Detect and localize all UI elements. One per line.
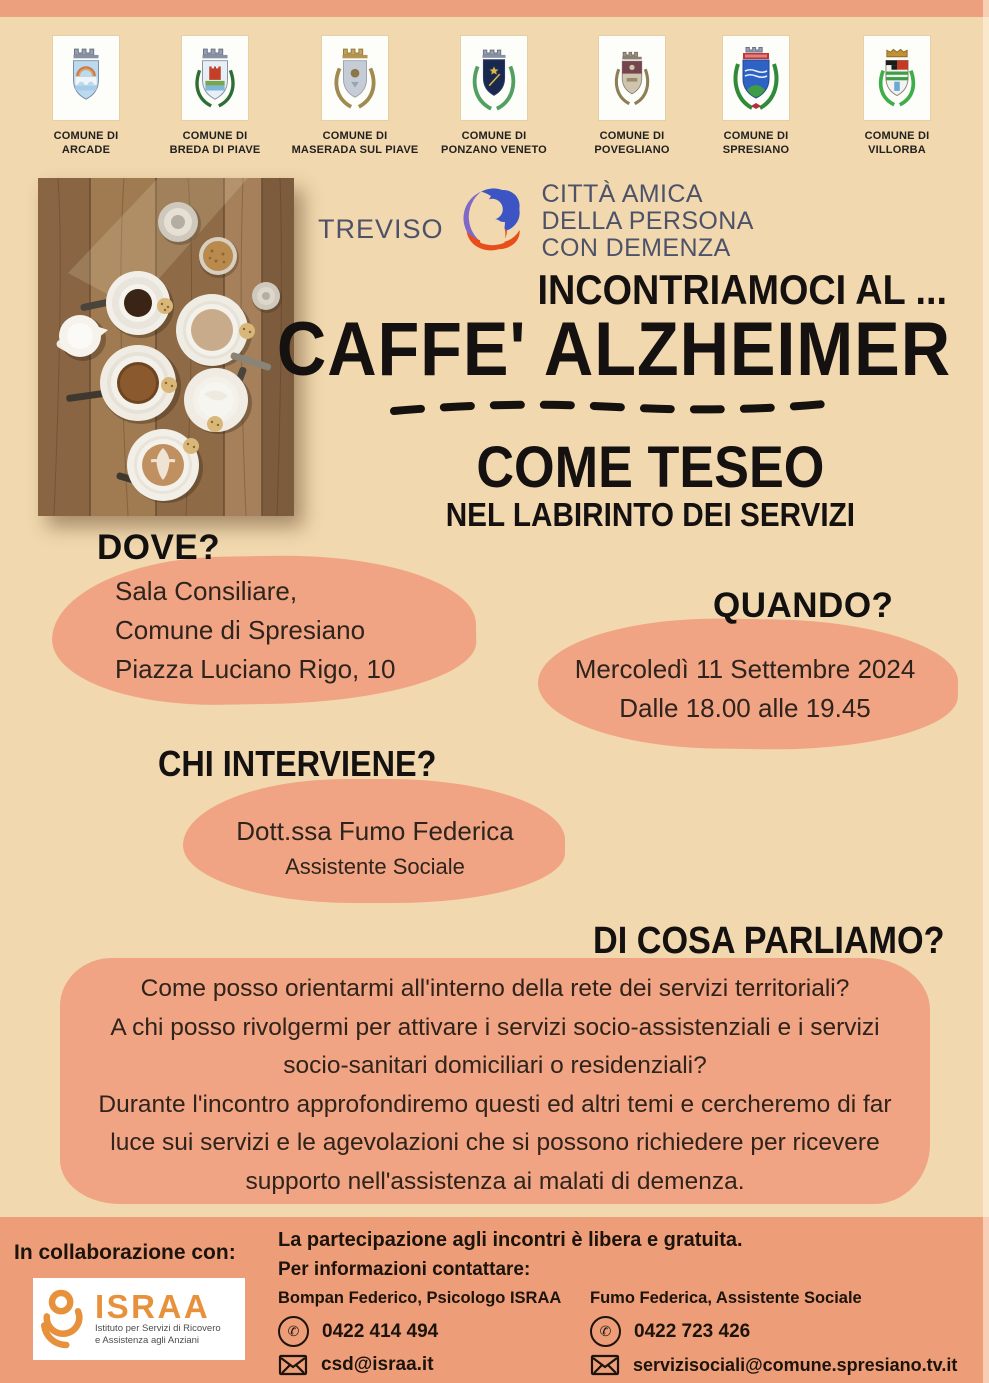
- breda-crest-frame: [182, 36, 248, 120]
- when-line2: Dalle 18.00 alle 19.45: [619, 693, 871, 723]
- villorba-crest-icon: [873, 45, 921, 111]
- municipality-ponzano: [419, 36, 569, 157]
- theme-heading-line1: [400, 434, 900, 501]
- treviso-dementia-friendly-logo-icon: [454, 182, 534, 262]
- contact-email-row: [590, 1353, 958, 1377]
- israa-logo: [33, 1278, 245, 1360]
- municipality-label-line1: COMUNE DI: [53, 130, 119, 142]
- contact-phone-row: [590, 1316, 950, 1347]
- municipality-label-line1: COMUNE DI: [723, 130, 789, 142]
- municipality-maserada: [280, 36, 430, 157]
- municipality-spresiano: [681, 36, 831, 157]
- where-heading: DOVE?: [97, 528, 221, 567]
- municipality-label: [280, 129, 430, 157]
- povegliano-crest-frame: [599, 36, 665, 120]
- right-edge-artifact: [983, 0, 989, 1383]
- when-line1: Mercoledì 11 Settembre 2024: [574, 654, 916, 684]
- municipality-label-line2: POVEGLIANO: [594, 144, 670, 156]
- breda-crest-icon: [190, 44, 240, 112]
- email-icon: [278, 1353, 308, 1377]
- municipality-label-line1: COMUNE DI: [864, 130, 930, 142]
- theme-line2-text: NEL LABIRINTO DEI SERVIZI: [445, 496, 855, 533]
- spresiano-crest-frame: [723, 36, 789, 120]
- hand-drawn-dashed-divider: [386, 396, 831, 420]
- contact-email: csd@israa.it: [321, 1354, 434, 1375]
- municipality-label: [11, 129, 161, 157]
- municipality-label: [822, 129, 972, 157]
- where-details: [115, 572, 395, 689]
- ponzano-crest-icon: [469, 44, 519, 112]
- participation-notice: La partecipazione agli incontri è libera e gratuita.: [278, 1229, 743, 1251]
- where-line1: Sala Consiliare,: [115, 576, 298, 606]
- israa-subtitle-line2: e Assistenza agli Anziani: [95, 1334, 200, 1346]
- topics-paragraph-1: Come posso orientarmi all'interno della rete dei servizi territoriali?: [140, 975, 850, 1002]
- spresiano-crest-icon: [730, 43, 782, 113]
- municipality-label: [419, 129, 569, 157]
- speaker-role: Assistente Sociale: [285, 854, 465, 879]
- who-heading-text: CHI INTERVIENE?: [158, 743, 437, 784]
- main-title: [202, 306, 951, 393]
- maserada-crest-icon: [330, 44, 380, 112]
- municipality-label: [681, 129, 831, 157]
- top-accent-strip: [0, 0, 989, 17]
- topics-paragraph-2: A chi posso rivolgermi per attivare i servizi socio-assistenziali e i servizi socio-sanitari domiciliari o residenziali?: [110, 1013, 880, 1079]
- theme-line1-text: COME TESEO: [475, 435, 825, 500]
- israa-subtitle-line1: Istituto per Servizi di Ricovero: [95, 1323, 221, 1334]
- municipality-label-line1: COMUNE DI: [461, 130, 527, 142]
- contact-email: servizisociali@comune.spresiano.tv.it: [633, 1354, 958, 1375]
- treviso-tagline: [542, 181, 754, 262]
- municipality-label-line1: COMUNE DI: [322, 130, 388, 142]
- contact-card-bompan: [278, 1289, 638, 1383]
- municipality-label-line2: ARCADE: [61, 144, 111, 156]
- maserada-crest-frame: [322, 36, 388, 120]
- email-icon: [590, 1353, 620, 1377]
- israa-subtitle: [95, 1323, 221, 1346]
- tagline-line3: CON DEMENZA: [541, 234, 731, 262]
- treviso-brand: [318, 181, 754, 262]
- when-details: [545, 650, 945, 728]
- where-line2: Comune di Spresiano: [115, 615, 366, 645]
- municipality-label-line2: MASERADA SUL PIAVE: [291, 144, 419, 156]
- povegliano-crest-icon: [609, 45, 655, 111]
- municipality-label-line2: BREDA DI PIAVE: [169, 144, 261, 156]
- municipality-label-line1: COMUNE DI: [599, 130, 665, 142]
- municipality-label: [140, 129, 290, 157]
- contact-card-fumo: [590, 1289, 958, 1383]
- main-title-text: CAFFE' ALZHEIMER: [276, 307, 951, 392]
- municipality-breda: [140, 36, 290, 157]
- footer-strip: [0, 1217, 989, 1383]
- ponzano-crest-frame: [461, 36, 527, 120]
- municipality-label-line1: COMUNE DI: [182, 130, 248, 142]
- contact-phone: 0422 414 494: [322, 1320, 439, 1342]
- who-details: [195, 812, 555, 883]
- who-heading: [158, 743, 467, 785]
- municipality-label-line2: SPRESIANO: [722, 144, 790, 156]
- topics-paragraph-3: Durante l'incontro approfondiremo questi ed altri temi e cercheremo di far luce sui servizi e le agevolazioni che si possono richiedere per ricevere supporto nell'assistenza ai malati di demenza.: [98, 1090, 892, 1195]
- when-heading: QUANDO?: [713, 586, 894, 625]
- municipality-arcade: [11, 36, 161, 157]
- phone-icon: ✆: [278, 1316, 309, 1347]
- where-line3: Piazza Luciano Rigo, 10: [115, 654, 396, 684]
- arcade-crest-icon: [61, 44, 111, 112]
- israa-person-icon: [39, 1289, 91, 1349]
- municipality-label-line2: VILLORBA: [868, 144, 926, 156]
- tagline-line1: CITTÀ AMICA: [541, 180, 703, 208]
- tagline-line2: DELLA PERSONA: [541, 207, 754, 235]
- arcade-crest-frame: [53, 36, 119, 120]
- speaker-name: Dott.ssa Fumo Federica: [236, 816, 514, 846]
- contact-name: Bompan Federico, Psicologo ISRAA: [278, 1289, 562, 1307]
- contact-name: Fumo Federica, Assistente Sociale: [590, 1289, 862, 1307]
- contact-intro: Per informazioni contattare:: [278, 1259, 531, 1280]
- topics-heading-text: DI COSA PARLIAMO?: [593, 920, 945, 962]
- theme-heading-line2: [400, 496, 900, 534]
- contact-phone: 0422 723 426: [634, 1320, 751, 1342]
- phone-icon: ✆: [590, 1316, 621, 1347]
- kicker-text: INCONTRIAMOCI AL ...: [537, 266, 947, 313]
- municipality-villorba: [822, 36, 972, 157]
- topics-heading: [554, 920, 945, 963]
- collaboration-label: In collaborazione con:: [14, 1241, 236, 1264]
- topics-paragraphs: [85, 970, 905, 1201]
- villorba-crest-frame: [864, 36, 930, 120]
- israa-wordmark: ISRAA: [95, 1288, 211, 1325]
- treviso-wordmark: TREVISO: [318, 214, 444, 244]
- contact-email-row: [278, 1353, 638, 1377]
- municipality-label-line2: PONZANO VENETO: [441, 144, 547, 156]
- contact-phone-row: [278, 1316, 638, 1347]
